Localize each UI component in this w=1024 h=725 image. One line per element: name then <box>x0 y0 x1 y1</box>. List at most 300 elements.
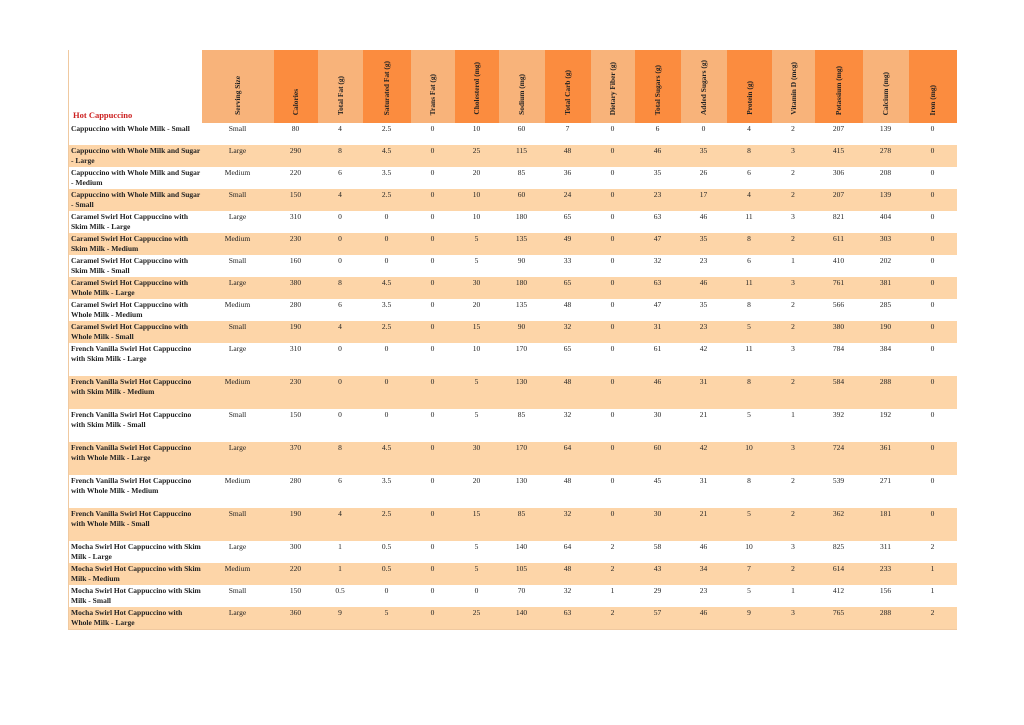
table-cell: 821 <box>815 211 863 233</box>
table-cell: 4 <box>727 189 772 211</box>
table-cell: 8 <box>727 376 772 409</box>
table-cell: 139 <box>863 123 909 145</box>
table-cell: 180 <box>499 211 545 233</box>
table-cell: 288 <box>863 607 909 629</box>
table-cell: 0 <box>318 376 363 409</box>
table-cell: 35 <box>681 299 727 321</box>
table-cell: 0 <box>411 145 455 167</box>
table-cell: Large <box>202 343 274 376</box>
table-cell: Large <box>202 211 274 233</box>
table-cell: 135 <box>499 299 545 321</box>
table-cell: 5 <box>727 585 772 607</box>
table-cell: 8 <box>318 442 363 475</box>
table-cell: 85 <box>499 409 545 442</box>
table-cell: 278 <box>863 145 909 167</box>
table-cell: 5 <box>455 255 499 277</box>
table-row <box>69 563 957 585</box>
table-cell: 0 <box>591 123 635 145</box>
table-cell: 42 <box>681 343 727 376</box>
item-name: Caramel Swirl Hot Cappuccino with Whole Milk - Medium <box>69 299 202 321</box>
table-cell: 11 <box>727 343 772 376</box>
table-cell: 2 <box>591 563 635 585</box>
table-cell: 63 <box>635 211 681 233</box>
table-title: Hot Cappuccino <box>69 50 202 123</box>
table-cell: 63 <box>635 277 681 299</box>
table-row <box>69 343 957 376</box>
table-cell: 17 <box>681 189 727 211</box>
table-cell: 0 <box>909 508 957 541</box>
table-cell: 3.5 <box>363 475 411 508</box>
table-cell: 1 <box>772 585 815 607</box>
table-cell: Small <box>202 255 274 277</box>
table-cell: 0 <box>591 255 635 277</box>
table-cell: 5 <box>363 607 411 629</box>
table-cell: 32 <box>545 321 591 343</box>
table-cell: Large <box>202 607 274 629</box>
table-cell: 105 <box>499 563 545 585</box>
table-cell: 1 <box>591 585 635 607</box>
table-cell: Medium <box>202 376 274 409</box>
table-cell: 0 <box>363 233 411 255</box>
table-cell: 9 <box>727 607 772 629</box>
column-header-label: Calcium (mg) <box>881 71 890 115</box>
table-cell: 23 <box>681 255 727 277</box>
table-cell: 4.5 <box>363 145 411 167</box>
table-cell: 30 <box>455 442 499 475</box>
table-cell: 384 <box>863 343 909 376</box>
table-cell: Large <box>202 145 274 167</box>
table-row <box>69 211 957 233</box>
table-row <box>69 145 957 167</box>
table-cell: 31 <box>681 475 727 508</box>
table-cell: 0 <box>411 167 455 189</box>
table-cell: 3 <box>772 343 815 376</box>
table-cell: 3 <box>772 277 815 299</box>
table-cell: 0 <box>591 189 635 211</box>
table-cell: 207 <box>815 123 863 145</box>
table-row <box>69 277 957 299</box>
table-cell: 170 <box>499 343 545 376</box>
table-cell: 21 <box>681 409 727 442</box>
table-cell: 614 <box>815 563 863 585</box>
table-cell: 0 <box>909 123 957 145</box>
table-cell: 0 <box>591 376 635 409</box>
table-cell: 0 <box>591 233 635 255</box>
table-cell: 2 <box>591 607 635 629</box>
table-cell: 6 <box>318 475 363 508</box>
table-row <box>69 607 957 629</box>
table-cell: 380 <box>815 321 863 343</box>
item-name: French Vanilla Swirl Hot Cappuccino with Skim Milk - Small <box>69 409 202 442</box>
table-row <box>69 123 957 145</box>
table-cell: 42 <box>681 442 727 475</box>
table-cell: 6 <box>318 167 363 189</box>
table-cell: 35 <box>635 167 681 189</box>
table-cell: 4 <box>318 123 363 145</box>
column-header-label: Added Sugars (g) <box>699 59 708 115</box>
column-header <box>863 50 909 123</box>
table-cell: 24 <box>545 189 591 211</box>
table-cell: 34 <box>681 563 727 585</box>
table-cell: 0 <box>411 409 455 442</box>
table-cell: 230 <box>274 233 318 255</box>
table-cell: 0 <box>411 255 455 277</box>
table-cell: 280 <box>274 299 318 321</box>
table-cell: 4.5 <box>363 277 411 299</box>
table-cell: 0 <box>411 211 455 233</box>
column-header <box>411 50 455 123</box>
table-cell: 0 <box>909 343 957 376</box>
column-header <box>202 50 274 123</box>
table-cell: 0 <box>591 277 635 299</box>
table-cell: 65 <box>545 277 591 299</box>
table-cell: 20 <box>455 167 499 189</box>
table-cell: 0 <box>909 442 957 475</box>
table-cell: 2 <box>772 321 815 343</box>
table-cell: 90 <box>499 255 545 277</box>
table-cell: 566 <box>815 299 863 321</box>
table-cell: Small <box>202 508 274 541</box>
table-cell: 47 <box>635 233 681 255</box>
item-name: Caramel Swirl Hot Cappuccino with Skim Milk - Large <box>69 211 202 233</box>
table-cell: 2 <box>772 233 815 255</box>
table-cell: Medium <box>202 233 274 255</box>
table-cell: 207 <box>815 189 863 211</box>
table-cell: 4 <box>318 189 363 211</box>
table-cell: 404 <box>863 211 909 233</box>
table-cell: Medium <box>202 563 274 585</box>
table-cell: 0 <box>318 233 363 255</box>
table-cell: 0 <box>411 233 455 255</box>
column-header <box>772 50 815 123</box>
table-cell: 2 <box>772 189 815 211</box>
table-cell: 140 <box>499 541 545 563</box>
table-cell: 392 <box>815 409 863 442</box>
table-cell: 29 <box>635 585 681 607</box>
table-cell: 310 <box>274 211 318 233</box>
table-cell: 8 <box>727 475 772 508</box>
column-header <box>318 50 363 123</box>
table-cell: 8 <box>727 145 772 167</box>
table-cell: Small <box>202 189 274 211</box>
table-cell: 65 <box>545 343 591 376</box>
table-cell: Small <box>202 585 274 607</box>
table-cell: 0 <box>411 442 455 475</box>
table-cell: 48 <box>545 145 591 167</box>
table-cell: 60 <box>499 189 545 211</box>
table-cell: 6 <box>318 299 363 321</box>
table-cell: 0 <box>681 123 727 145</box>
table-cell: 10 <box>455 343 499 376</box>
table-cell: 85 <box>499 508 545 541</box>
item-name: Cappuccino with Whole Milk and Sugar - Large <box>69 145 202 167</box>
item-name: Cappuccino with Whole Milk - Small <box>69 123 202 145</box>
table-row <box>69 376 957 409</box>
table-cell: 156 <box>863 585 909 607</box>
table-row <box>69 167 957 189</box>
table-cell: 0 <box>909 299 957 321</box>
table-cell: 0 <box>318 255 363 277</box>
table-cell: 10 <box>455 189 499 211</box>
table-cell: 47 <box>635 299 681 321</box>
table-cell: 233 <box>863 563 909 585</box>
table-cell: Small <box>202 123 274 145</box>
table-cell: 5 <box>727 321 772 343</box>
table-cell: 20 <box>455 299 499 321</box>
table-cell: 2 <box>909 607 957 629</box>
table-cell: 5 <box>455 409 499 442</box>
item-name: Caramel Swirl Hot Cappuccino with Whole Milk - Small <box>69 321 202 343</box>
table-row <box>69 255 957 277</box>
table-cell: 23 <box>681 585 727 607</box>
table-cell: 25 <box>455 607 499 629</box>
table-cell: 8 <box>727 299 772 321</box>
table-cell: 35 <box>681 145 727 167</box>
table-row <box>69 541 957 563</box>
table-cell: 230 <box>274 376 318 409</box>
table-cell: 46 <box>635 145 681 167</box>
table-cell: 57 <box>635 607 681 629</box>
table-cell: 0 <box>363 211 411 233</box>
table-cell: 6 <box>727 255 772 277</box>
table-cell: 2.5 <box>363 123 411 145</box>
table-cell: 26 <box>681 167 727 189</box>
table-cell: 10 <box>727 442 772 475</box>
table-cell: Small <box>202 409 274 442</box>
table-cell: 3 <box>772 442 815 475</box>
table-cell: 290 <box>274 145 318 167</box>
table-cell: 130 <box>499 376 545 409</box>
table-cell: 43 <box>635 563 681 585</box>
table-cell: 362 <box>815 508 863 541</box>
item-name: French Vanilla Swirl Hot Cappuccino with Whole Milk - Medium <box>69 475 202 508</box>
table-cell: 10 <box>455 123 499 145</box>
column-header <box>499 50 545 123</box>
table-cell: 0 <box>411 277 455 299</box>
table-cell: 0 <box>909 409 957 442</box>
table-cell: 310 <box>274 343 318 376</box>
column-header <box>727 50 772 123</box>
table-cell: 190 <box>274 321 318 343</box>
table-cell: 46 <box>681 211 727 233</box>
table-cell: 0 <box>363 255 411 277</box>
column-header-label: Serving Size <box>233 76 242 115</box>
table-cell: Medium <box>202 167 274 189</box>
table-cell: 0 <box>591 475 635 508</box>
table-cell: 139 <box>863 189 909 211</box>
table-row <box>69 189 957 211</box>
table-cell: 306 <box>815 167 863 189</box>
item-name: French Vanilla Swirl Hot Cappuccino with Whole Milk - Small <box>69 508 202 541</box>
table-body <box>69 123 957 629</box>
table-cell: Medium <box>202 475 274 508</box>
table-cell: 135 <box>499 233 545 255</box>
table-cell: 202 <box>863 255 909 277</box>
table-cell: Small <box>202 321 274 343</box>
table-cell: 2.5 <box>363 321 411 343</box>
table-cell: 0.5 <box>363 541 411 563</box>
table-cell: 0 <box>411 475 455 508</box>
table-cell: 0 <box>909 167 957 189</box>
table-cell: 0 <box>591 211 635 233</box>
table-cell: 70 <box>499 585 545 607</box>
table-cell: 20 <box>455 475 499 508</box>
column-header <box>815 50 863 123</box>
column-header-label: Protein (g) <box>744 81 754 115</box>
table-row <box>69 442 957 475</box>
table-cell: 0 <box>411 585 455 607</box>
table-cell: 7 <box>545 123 591 145</box>
table-cell: 0 <box>318 409 363 442</box>
table-cell: 35 <box>681 233 727 255</box>
table-row <box>69 299 957 321</box>
table-cell: 48 <box>545 475 591 508</box>
table-cell: 381 <box>863 277 909 299</box>
table-cell: 0 <box>363 376 411 409</box>
table-cell: 0 <box>909 277 957 299</box>
column-header <box>274 50 318 123</box>
table-cell: Medium <box>202 299 274 321</box>
table-cell: 5 <box>455 233 499 255</box>
header-row <box>69 50 957 123</box>
table-cell: 4 <box>727 123 772 145</box>
item-name: French Vanilla Swirl Hot Cappuccino with Whole Milk - Large <box>69 442 202 475</box>
table-cell: 0 <box>411 541 455 563</box>
table-cell: 208 <box>863 167 909 189</box>
item-name: French Vanilla Swirl Hot Cappuccino with Skim Milk - Large <box>69 343 202 376</box>
item-name: Cappuccino with Whole Milk and Sugar - Medium <box>69 167 202 189</box>
table-cell: 4 <box>318 508 363 541</box>
table-cell: 0 <box>411 123 455 145</box>
table-row <box>69 233 957 255</box>
table-cell: 30 <box>635 508 681 541</box>
table-cell: 30 <box>455 277 499 299</box>
table-cell: 0 <box>318 343 363 376</box>
table-cell: 0.5 <box>363 563 411 585</box>
table-cell: 0 <box>591 508 635 541</box>
column-header <box>909 50 957 123</box>
table-cell: 46 <box>681 541 727 563</box>
table-cell: 2 <box>772 376 815 409</box>
table-cell: 0.5 <box>318 585 363 607</box>
table-cell: 48 <box>545 563 591 585</box>
table-cell: Large <box>202 541 274 563</box>
table-cell: 64 <box>545 541 591 563</box>
item-name: Mocha Swirl Hot Cappuccino with Skim Milk - Medium <box>69 563 202 585</box>
table-cell: 11 <box>727 211 772 233</box>
table-cell: 0 <box>591 167 635 189</box>
table-cell: 0 <box>591 442 635 475</box>
table-cell: 0 <box>909 233 957 255</box>
table-cell: 2 <box>591 541 635 563</box>
table-cell: 130 <box>499 475 545 508</box>
table-cell: 33 <box>545 255 591 277</box>
table-cell: 45 <box>635 475 681 508</box>
table-cell: 370 <box>274 442 318 475</box>
table-cell: 31 <box>681 376 727 409</box>
column-header-label: Total Fat (g) <box>335 75 345 115</box>
table-cell: 8 <box>318 145 363 167</box>
table-cell: 5 <box>727 409 772 442</box>
table-cell: 410 <box>815 255 863 277</box>
table-cell: 0 <box>909 211 957 233</box>
table-cell: 140 <box>499 607 545 629</box>
table-cell: Large <box>202 442 274 475</box>
table-cell: Large <box>202 277 274 299</box>
item-name: French Vanilla Swirl Hot Cappuccino with Skim Milk - Medium <box>69 376 202 409</box>
table-cell: 2 <box>772 475 815 508</box>
table-cell: 190 <box>274 508 318 541</box>
table-cell: 611 <box>815 233 863 255</box>
table-cell: 36 <box>545 167 591 189</box>
table-cell: 3 <box>772 541 815 563</box>
table-cell: 49 <box>545 233 591 255</box>
table-cell: 0 <box>411 376 455 409</box>
table-cell: 150 <box>274 585 318 607</box>
table-row <box>69 475 957 508</box>
table-cell: 10 <box>727 541 772 563</box>
table-cell: 288 <box>863 376 909 409</box>
table-cell: 220 <box>274 167 318 189</box>
table-cell: 5 <box>455 541 499 563</box>
table-cell: 8 <box>318 277 363 299</box>
table-cell: 0 <box>909 376 957 409</box>
table-cell: 3.5 <box>363 299 411 321</box>
column-header-label: Dietary Fiber (g) <box>608 61 617 115</box>
table-cell: 21 <box>681 508 727 541</box>
table-cell: 7 <box>727 563 772 585</box>
table-cell: 0 <box>411 321 455 343</box>
table-cell: 0 <box>909 255 957 277</box>
column-header-label: Iron (mg) <box>928 84 937 115</box>
table-cell: 2 <box>772 508 815 541</box>
table-cell: 3 <box>772 145 815 167</box>
item-name: Caramel Swirl Hot Cappuccino with Whole Milk - Large <box>69 277 202 299</box>
table-cell: 46 <box>681 277 727 299</box>
table-cell: 1 <box>318 563 363 585</box>
table-cell: 539 <box>815 475 863 508</box>
column-header <box>681 50 727 123</box>
table-cell: 584 <box>815 376 863 409</box>
table-cell: 10 <box>455 211 499 233</box>
table-cell: 3 <box>772 211 815 233</box>
table-cell: 60 <box>635 442 681 475</box>
column-header <box>591 50 635 123</box>
column-header-label: Cholesterol (mg) <box>472 62 481 115</box>
table-cell: 190 <box>863 321 909 343</box>
item-name: Caramel Swirl Hot Cappuccino with Skim Milk - Small <box>69 255 202 277</box>
table-row <box>69 508 957 541</box>
table-cell: 0 <box>363 585 411 607</box>
table-cell: 63 <box>545 607 591 629</box>
table-cell: 765 <box>815 607 863 629</box>
table-cell: 30 <box>635 409 681 442</box>
table-cell: 48 <box>545 376 591 409</box>
table-cell: 5 <box>727 508 772 541</box>
table-cell: 825 <box>815 541 863 563</box>
table-row <box>69 585 957 607</box>
table-cell: 180 <box>499 277 545 299</box>
column-header <box>455 50 499 123</box>
item-name: Cappuccino with Whole Milk and Sugar - Small <box>69 189 202 211</box>
table-cell: 3 <box>772 607 815 629</box>
table-cell: 0 <box>411 607 455 629</box>
item-name: Caramel Swirl Hot Cappuccino with Skim Milk - Medium <box>69 233 202 255</box>
table-cell: 0 <box>909 321 957 343</box>
table-cell: 32 <box>545 585 591 607</box>
table-cell: 0 <box>411 563 455 585</box>
table-cell: 0 <box>411 508 455 541</box>
